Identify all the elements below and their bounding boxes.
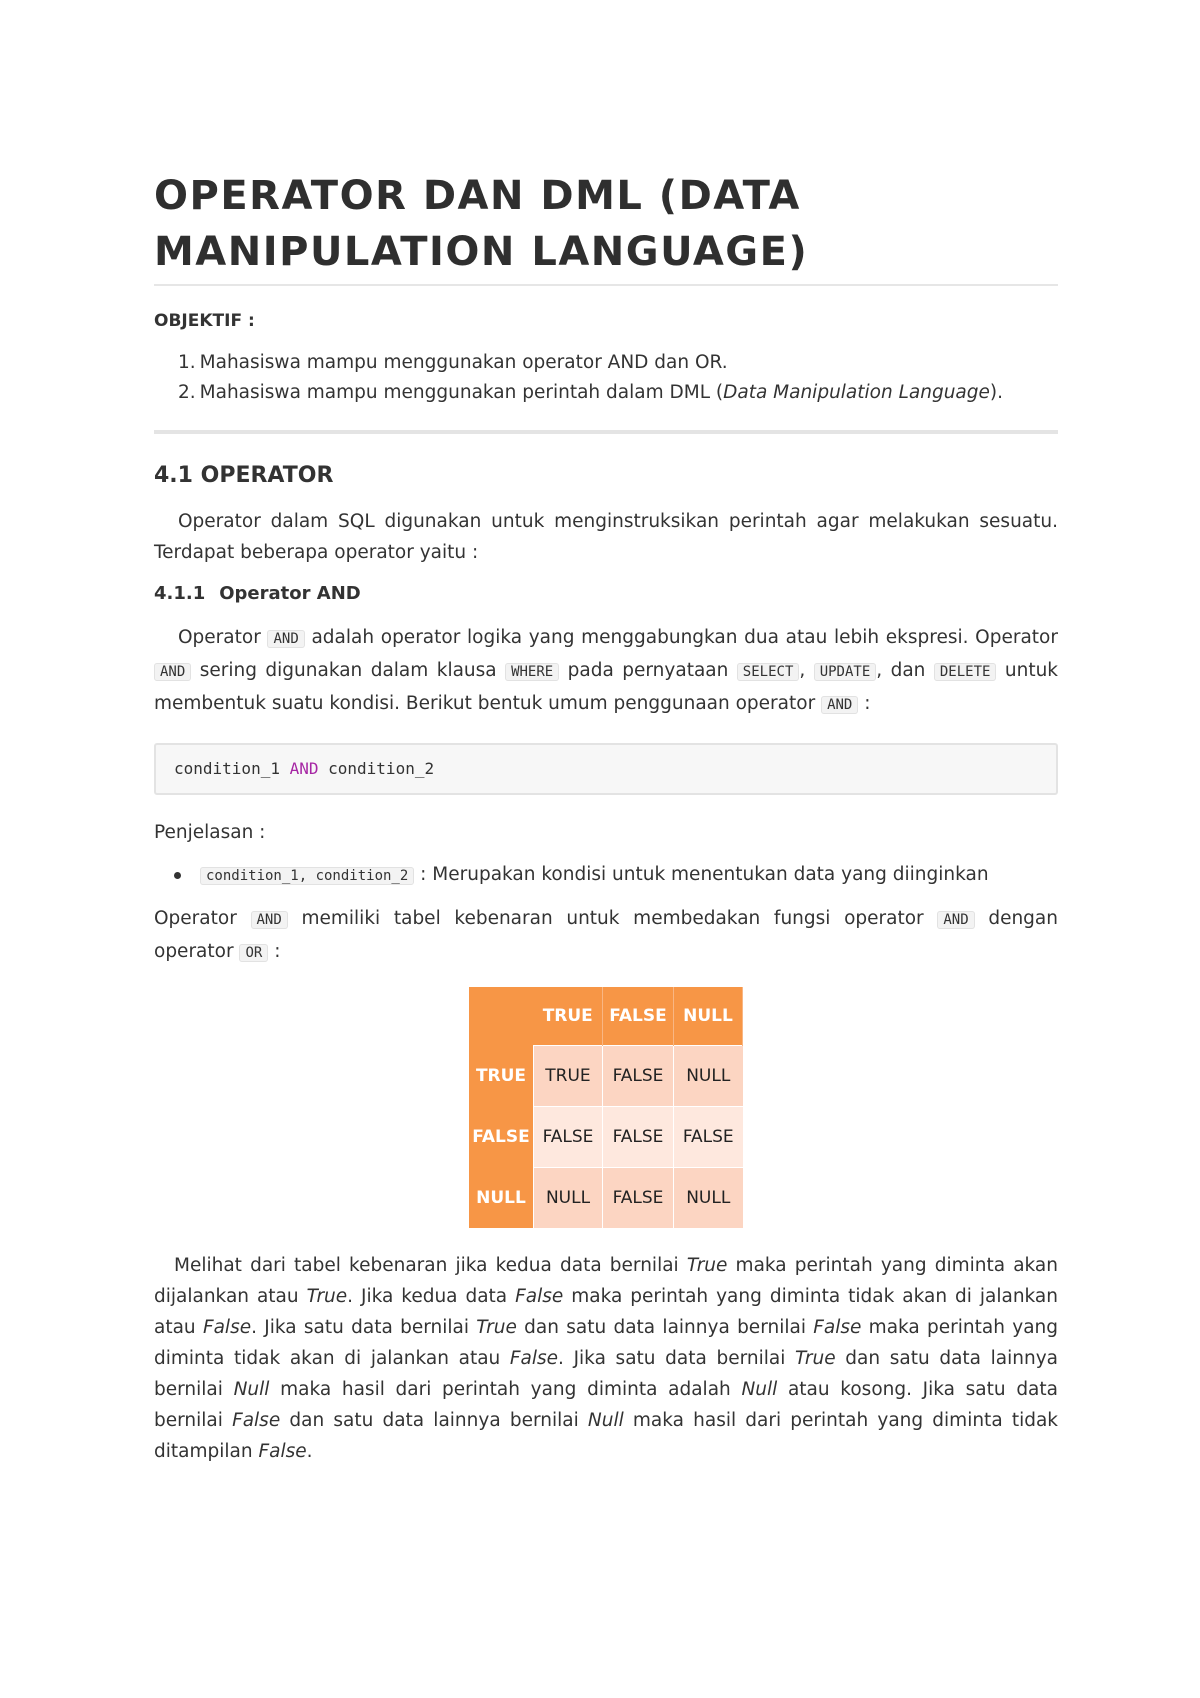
text-run: memiliki tabel kebenaran untuk membedakan fungsi operator xyxy=(287,908,938,929)
list-item xyxy=(154,860,1058,891)
table-row xyxy=(469,1107,743,1168)
text-run: maka perintah yang diminta tidak akan di jalankan atau xyxy=(154,1317,1059,1369)
emphasis: False xyxy=(813,1317,862,1338)
list-number: 1. xyxy=(178,352,196,373)
objective-item xyxy=(154,378,1058,408)
inline-code: DELETE xyxy=(934,663,997,681)
emphasis: Null xyxy=(587,1410,624,1431)
text-run: . Jika kedua data xyxy=(347,1286,516,1307)
inline-code: WHERE xyxy=(505,663,559,681)
inline-code: AND xyxy=(937,911,974,929)
table-header-cell: TRUE xyxy=(534,987,603,1046)
table-cell: FALSE xyxy=(674,1107,743,1168)
text-run: adalah operator logika yang menggabungkan dua atau lebih ekspresi. Operator xyxy=(304,627,1058,648)
section-divider xyxy=(154,430,1058,434)
objective-text: Mahasiswa mampu menggunakan operator AND dan OR. xyxy=(199,352,728,373)
table-header-cell: NULL xyxy=(674,987,743,1046)
list-number: 2. xyxy=(178,382,196,403)
objective-label: OBJEKTIF : xyxy=(154,311,255,331)
table-header-cell: FALSE xyxy=(603,987,674,1046)
text-run: Operator xyxy=(178,627,268,648)
emphasis: False xyxy=(202,1317,252,1338)
text-run: Operator xyxy=(154,908,251,929)
emphasis: True xyxy=(686,1255,728,1276)
objective-emphasis: Data Manipulation Language xyxy=(723,382,990,403)
text-run: sering digunakan dalam klausa xyxy=(191,660,506,681)
subsection-number: 4.1.1 xyxy=(154,583,206,604)
table-cell: FALSE xyxy=(534,1107,603,1168)
inline-code: condition_1, condition_2 xyxy=(200,867,414,885)
text-run: . Jika satu data bernilai xyxy=(251,1317,477,1338)
emphasis: False xyxy=(515,1286,564,1307)
truth-table-intro xyxy=(154,903,1058,969)
text-run: dan satu data lainnya bernilai xyxy=(516,1317,814,1338)
emphasis: True xyxy=(476,1317,517,1338)
code-text: condition_2 xyxy=(318,759,435,778)
text-run: . Jika satu data bernilai xyxy=(558,1348,796,1369)
table-cell: FALSE xyxy=(603,1107,674,1168)
table-cell: NULL xyxy=(534,1168,603,1229)
inline-code: AND xyxy=(267,630,304,648)
code-block xyxy=(154,743,1058,795)
text-run: : xyxy=(268,941,281,962)
section-heading: 4.1 OPERATOR xyxy=(154,463,334,488)
inline-code: AND xyxy=(154,663,191,681)
inline-code: SELECT xyxy=(737,663,800,681)
table-cell: NULL xyxy=(674,1046,743,1107)
table-corner-cell xyxy=(469,987,534,1046)
table-row xyxy=(469,1046,743,1107)
objective-list xyxy=(154,348,1058,408)
table-cell: FALSE xyxy=(603,1168,674,1229)
document-content xyxy=(154,168,1058,1467)
explanation-label: Penjelasan : xyxy=(154,822,266,843)
subsection-heading xyxy=(154,580,1058,608)
table-row-header: NULL xyxy=(469,1168,534,1229)
text-run: : xyxy=(858,693,871,714)
objective-text: Mahasiswa mampu menggunakan perintah dalam DML ( xyxy=(199,382,724,403)
text-run: dan satu data lainnya bernilai xyxy=(154,1348,1058,1400)
inline-code: OR xyxy=(239,944,268,962)
table-row-header: TRUE xyxy=(469,1046,534,1107)
text-run: maka perintah yang diminta akan dijalankan atau xyxy=(154,1255,1058,1307)
table-row-header: FALSE xyxy=(469,1107,534,1168)
table-cell: TRUE xyxy=(534,1046,603,1107)
truth-table-wrapper xyxy=(154,987,1058,1228)
emphasis: Null xyxy=(741,1379,778,1400)
emphasis: False xyxy=(232,1410,281,1431)
subsection-title: Operator AND xyxy=(219,583,361,604)
emphasis: False xyxy=(258,1441,307,1462)
explanation-list xyxy=(154,860,1058,891)
inline-code: AND xyxy=(821,696,858,714)
text-run: pada pernyataan xyxy=(559,660,737,681)
emphasis: True xyxy=(795,1348,836,1369)
bullet-text: : Merupakan kondisi untuk menentukan data yang diinginkan xyxy=(414,864,989,885)
code-text: condition_1 xyxy=(174,759,290,778)
text-run: , dan xyxy=(876,660,934,681)
section-intro: Operator dalam SQL digunakan untuk menginstruksikan perintah agar melakukan sesuatu. Terdapat beberapa operator yaitu : xyxy=(154,511,1058,563)
truth-table xyxy=(469,987,743,1228)
table-row xyxy=(469,1168,743,1229)
text-run: untuk membentuk suatu kondisi. Berikut bentuk umum penggunaan operator xyxy=(154,660,1059,714)
text-run: , xyxy=(799,660,814,681)
text-run: dan satu data lainnya bernilai xyxy=(280,1410,588,1431)
code-keyword: AND xyxy=(289,759,319,778)
table-header-row xyxy=(469,987,743,1046)
truth-table-conclusion xyxy=(154,1250,1058,1467)
page-title: OPERATOR DAN DML (DATA MANIPULATION LANGUAGE) xyxy=(154,168,1058,286)
text-run: maka hasil dari perintah yang diminta tidak ditampilan xyxy=(154,1410,1059,1462)
and-description xyxy=(154,622,1058,721)
objective-text: ). xyxy=(989,382,1003,403)
bullet-dot xyxy=(174,872,181,879)
emphasis: True xyxy=(306,1286,348,1307)
text-run: maka perintah yang diminta tidak akan di jalankan atau xyxy=(154,1286,1058,1338)
table-cell: FALSE xyxy=(603,1046,674,1107)
text-run: . xyxy=(306,1441,313,1462)
table-cell: NULL xyxy=(674,1168,743,1229)
inline-code: UPDATE xyxy=(814,663,877,681)
emphasis: False xyxy=(509,1348,559,1369)
objective-item xyxy=(154,348,1058,378)
text-run: dengan operator xyxy=(154,908,1058,962)
text-run: maka hasil dari perintah yang diminta adalah xyxy=(269,1379,742,1400)
text-run: atau kosong. Jika satu data bernilai xyxy=(154,1379,1058,1431)
inline-code: AND xyxy=(251,911,288,929)
emphasis: Null xyxy=(233,1379,270,1400)
text-run: Melihat dari tabel kebenaran jika kedua data bernilai xyxy=(174,1255,687,1276)
